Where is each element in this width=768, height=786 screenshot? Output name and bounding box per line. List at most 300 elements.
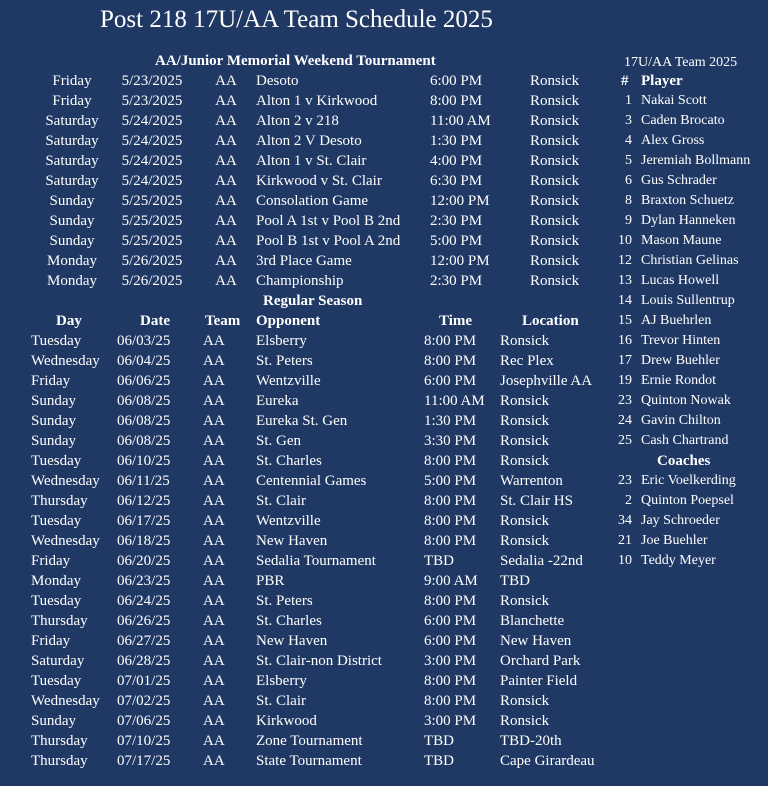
game-date: 06/11/25 [117,473,170,489]
tourn-opponent: 3rd Place Game [256,253,352,269]
coach-number: 10 [618,553,632,568]
tournament-row [0,113,610,133]
tournament-heading: AA/Junior Memorial Weekend Tournament [155,53,436,69]
tourn-opponent: Alton 1 v Kirkwood [256,93,378,109]
tournament-row [0,193,610,213]
tourn-date: 5/26/2025 [121,253,183,269]
game-team: AA [203,713,225,729]
game-row [0,473,610,493]
tourn-day: Friday [52,73,92,89]
game-date: 06/28/25 [117,653,171,669]
col-date-header: Date [140,313,170,329]
game-day: Friday [31,633,71,649]
col-time-header: Time [439,313,473,329]
game-row [0,593,610,613]
game-date: 06/24/25 [117,593,171,609]
coach-name: Joe Buehler [641,533,708,548]
player-row [608,93,768,113]
player-number: 14 [618,293,632,308]
coach-row [608,553,768,573]
game-team: AA [203,653,225,669]
game-day: Tuesday [31,593,82,609]
game-team: AA [203,553,225,569]
tourn-team: AA [215,133,237,149]
game-row [0,753,610,773]
game-time: 8:00 PM [424,333,477,349]
tourn-time: 2:30 PM [430,213,483,229]
tourn-opponent: Kirkwood v St. Clair [256,173,382,189]
game-time: 3:00 PM [424,713,477,729]
game-row [0,393,610,413]
game-row [0,493,610,513]
tourn-date: 5/24/2025 [121,133,183,149]
coach-name: Jay Schroeder [641,513,720,528]
game-location: Ronsick [500,533,550,549]
tourn-date: 5/26/2025 [121,273,183,289]
tourn-opponent: Alton 2 v 218 [256,113,339,129]
game-day: Sunday [31,713,76,729]
tourn-date: 5/25/2025 [121,193,183,209]
game-row [0,673,610,693]
tourn-opponent: Pool B 1st v Pool A 2nd [256,233,401,249]
tourn-date: 5/25/2025 [121,233,183,249]
game-opponent: Wentzville [256,513,321,529]
tourn-team: AA [215,73,237,89]
coach-number: 23 [618,473,632,488]
game-day: Tuesday [31,333,82,349]
player-row [608,333,768,353]
game-team: AA [203,433,225,449]
game-day: Sunday [31,413,76,429]
game-date: 06/17/25 [117,513,171,529]
player-name: Caden Brocato [641,113,725,128]
tourn-time: 12:00 PM [430,193,490,209]
tourn-opponent: Desoto [256,73,299,89]
game-opponent: St. Gen [256,433,301,449]
game-date: 06/23/25 [117,573,171,589]
game-location: Sedalia -22nd [500,553,583,569]
game-time: TBD [424,733,454,749]
game-location: Painter Field [500,673,578,689]
tourn-time: 2:30 PM [430,273,483,289]
game-row [0,413,610,433]
tournament-row [0,253,610,273]
game-time: 8:00 PM [424,493,477,509]
tournament-row [0,173,610,193]
game-opponent: St. Clair [256,493,307,509]
game-day: Thursday [31,493,88,509]
player-number: 9 [625,213,632,228]
tourn-date: 5/24/2025 [121,153,183,169]
col-day-header: Day [56,313,82,329]
coach-row [608,533,768,553]
player-number: 16 [618,333,632,348]
game-opponent: Elsberry [256,333,307,349]
tourn-date: 5/25/2025 [121,213,183,229]
game-location: Ronsick [500,333,550,349]
roster-header-row [608,73,768,93]
coach-name: Quinton Poepsel [641,493,734,508]
game-opponent: Kirkwood [256,713,317,729]
game-time: 3:00 PM [424,653,477,669]
player-name: Louis Sullentrup [641,293,735,308]
game-date: 06/20/25 [117,553,171,569]
game-team: AA [203,573,225,589]
game-location: Ronsick [500,693,550,709]
game-date: 07/02/25 [117,693,171,709]
game-time: 8:00 PM [424,533,477,549]
tourn-date: 5/23/2025 [121,73,183,89]
game-time: 8:00 PM [424,693,477,709]
game-row [0,513,610,533]
game-row [0,553,610,573]
player-number: 19 [618,373,632,388]
game-team: AA [203,453,225,469]
tourn-time: 8:00 PM [430,93,483,109]
tourn-day: Sunday [49,193,95,209]
coach-number: 34 [618,513,632,528]
game-team: AA [203,533,225,549]
player-name: Gavin Chilton [641,413,721,428]
tourn-location: Ronsick [530,93,580,109]
player-row [608,153,768,173]
game-time: 8:00 PM [424,673,477,689]
tourn-time: 6:00 PM [430,73,483,89]
game-row [0,633,610,653]
coach-row [608,513,768,533]
tourn-opponent: Championship [256,273,344,289]
game-location: Ronsick [500,453,550,469]
player-number: 3 [625,113,632,128]
game-team: AA [203,513,225,529]
player-number: 5 [625,153,632,168]
tourn-day: Saturday [45,173,99,189]
tourn-location: Ronsick [530,173,580,189]
game-date: 06/08/25 [117,433,171,449]
player-name: Christian Gelinas [641,253,739,268]
game-row [0,333,610,353]
tourn-team: AA [215,253,237,269]
game-day: Thursday [31,733,88,749]
game-opponent: PBR [256,573,285,589]
game-date: 07/10/25 [117,733,171,749]
player-number: 13 [618,273,632,288]
player-row [608,173,768,193]
game-opponent: Eureka St. Gen [256,413,348,429]
game-team: AA [203,753,225,769]
player-row [608,413,768,433]
player-number: 24 [618,413,632,428]
player-name: Quinton Nowak [641,393,731,408]
player-name: Nakai Scott [641,93,707,108]
tourn-location: Ronsick [530,233,580,249]
game-team: AA [203,733,225,749]
player-name: Gus Schrader [641,173,717,188]
tourn-team: AA [215,93,237,109]
game-date: 06/08/25 [117,413,171,429]
game-time: TBD [424,753,454,769]
col-opponent-header: Opponent [256,313,321,329]
player-name: Alex Gross [641,133,705,148]
game-team: AA [203,373,225,389]
game-time: 8:00 PM [424,453,477,469]
game-location: TBD [500,573,530,589]
player-row [608,133,768,153]
tourn-location: Ronsick [530,273,580,289]
game-row [0,693,610,713]
game-date: 07/01/25 [117,673,171,689]
tourn-location: Ronsick [530,193,580,209]
player-number: 12 [618,253,632,268]
game-time: 8:00 PM [424,513,477,529]
coach-row [608,493,768,513]
tourn-location: Ronsick [530,133,580,149]
tourn-date: 5/24/2025 [121,113,183,129]
game-location: Ronsick [500,433,550,449]
game-time: 1:30 PM [424,413,477,429]
game-day: Wednesday [31,693,100,709]
tournament-row [0,73,610,93]
game-day: Friday [31,373,71,389]
tourn-opponent: Alton 1 v St. Clair [256,153,367,169]
coach-row [608,473,768,493]
player-number: 15 [618,313,632,328]
game-opponent: St. Peters [256,593,313,609]
game-team: AA [203,473,225,489]
game-opponent: St. Clair-non District [256,653,382,669]
tourn-time: 6:30 PM [430,173,483,189]
game-date: 06/18/25 [117,533,171,549]
player-name: Lucas Howell [641,273,720,288]
player-row [608,433,768,453]
game-location: TBD-20th [500,733,562,749]
game-opponent: Wentzville [256,373,321,389]
player-row [608,113,768,133]
game-team: AA [203,673,225,689]
game-opponent: New Haven [256,533,328,549]
player-row [608,373,768,393]
tourn-day: Saturday [45,113,99,129]
player-name: Mason Maune [641,233,722,248]
coach-number: 2 [625,493,632,508]
tourn-date: 5/23/2025 [121,93,183,109]
player-row [608,313,768,333]
game-time: 11:00 AM [424,393,485,409]
game-day: Wednesday [31,473,100,489]
player-number: 4 [625,133,632,148]
roster-heading: 17U/AA Team 2025 [624,55,738,70]
game-date: 06/10/25 [117,453,171,469]
tournament-row [0,153,610,173]
tourn-team: AA [215,213,237,229]
roster-player-header: Player [641,73,683,89]
game-day: Thursday [31,753,88,769]
player-row [608,253,768,273]
game-team: AA [203,593,225,609]
game-location: Cape Girardeau [500,753,595,769]
game-team: AA [203,493,225,509]
player-row [608,273,768,293]
game-team: AA [203,613,225,629]
player-name: Trevor Hinten [641,333,721,348]
tourn-day: Monday [47,253,97,269]
game-date: 07/17/25 [117,753,171,769]
tourn-time: 12:00 PM [430,253,490,269]
game-location: Josephville AA [500,373,593,389]
tourn-location: Ronsick [530,73,580,89]
game-opponent: St. Peters [256,353,313,369]
game-opponent: Sedalia Tournament [256,553,376,569]
game-time: 3:30 PM [424,433,477,449]
coaches-heading: Coaches [657,453,711,469]
game-time: 8:00 PM [424,353,477,369]
tourn-time: 11:00 AM [430,113,491,129]
tournament-row [0,273,610,293]
player-name: AJ Buehrlen [641,313,712,328]
game-opponent: St. Charles [256,613,322,629]
game-location: Ronsick [500,713,550,729]
col-team-header: Team [205,313,241,329]
game-row [0,613,610,633]
game-opponent: Elsberry [256,673,307,689]
tourn-time: 5:00 PM [430,233,483,249]
game-location: Orchard Park [500,653,581,669]
game-team: AA [203,333,225,349]
game-opponent: State Tournament [256,753,362,769]
game-date: 06/08/25 [117,393,171,409]
game-date: 06/06/25 [117,373,171,389]
player-number: 1 [625,93,632,108]
player-number: 25 [618,433,632,448]
game-time: 6:00 PM [424,633,477,649]
tourn-day: Sunday [49,233,95,249]
game-date: 06/04/25 [117,353,171,369]
game-time: 6:00 PM [424,373,477,389]
player-name: Cash Chartrand [641,433,729,448]
game-row [0,573,610,593]
game-day: Friday [31,553,71,569]
game-location: Ronsick [500,513,550,529]
game-day: Monday [31,573,81,589]
game-location: Ronsick [500,593,550,609]
player-name: Ernie Rondot [641,373,717,388]
game-row [0,373,610,393]
tourn-team: AA [215,233,237,249]
tourn-team: AA [215,173,237,189]
regular-season-heading: Regular Season [263,293,363,309]
col-location-header: Location [522,313,579,329]
tourn-location: Ronsick [530,113,580,129]
tourn-location: Ronsick [530,153,580,169]
game-row [0,533,610,553]
tourn-team: AA [215,113,237,129]
player-row [608,393,768,413]
game-opponent: Zone Tournament [256,733,363,749]
roster-num-header: # [621,73,629,89]
coach-name: Teddy Meyer [641,553,716,568]
page-title: Post 218 17U/AA Team Schedule 2025 [100,6,493,33]
tournament-row [0,133,610,153]
game-day: Sunday [31,433,76,449]
tourn-team: AA [215,193,237,209]
game-team: AA [203,413,225,429]
game-location: St. Clair HS [500,493,573,509]
player-row [608,213,768,233]
game-date: 06/26/25 [117,613,171,629]
game-team: AA [203,633,225,649]
tourn-date: 5/24/2025 [121,173,183,189]
game-row [0,353,610,373]
player-number: 10 [618,233,632,248]
game-row [0,653,610,673]
game-date: 06/12/25 [117,493,171,509]
player-number: 23 [618,393,632,408]
game-row [0,713,610,733]
game-day: Tuesday [31,673,82,689]
game-date: 06/27/25 [117,633,171,649]
game-row [0,453,610,473]
player-name: Jeremiah Bollmann [641,153,751,168]
tournament-row [0,213,610,233]
tournament-row [0,233,610,253]
game-day: Wednesday [31,353,100,369]
player-name: Drew Buehler [641,353,720,368]
game-day: Sunday [31,393,76,409]
game-location: Rec Plex [500,353,554,369]
game-day: Tuesday [31,513,82,529]
tourn-day: Saturday [45,133,99,149]
tourn-time: 4:00 PM [430,153,483,169]
player-name: Braxton Schuetz [641,193,734,208]
game-location: New Haven [500,633,572,649]
game-day: Thursday [31,613,88,629]
game-opponent: St. Clair [256,693,307,709]
coach-name: Eric Voelkerding [641,473,736,488]
tourn-location: Ronsick [530,213,580,229]
player-number: 17 [618,353,632,368]
game-opponent: St. Charles [256,453,322,469]
game-day: Wednesday [31,533,100,549]
tourn-team: AA [215,153,237,169]
game-time: TBD [424,553,454,569]
game-row [0,433,610,453]
player-name: Dylan Hanneken [641,213,736,228]
game-time: 8:00 PM [424,593,477,609]
tourn-opponent: Alton 2 V Desoto [256,133,362,149]
tourn-team: AA [215,273,237,289]
game-date: 06/03/25 [117,333,171,349]
game-team: AA [203,353,225,369]
player-number: 6 [625,173,632,188]
tourn-day: Monday [47,273,97,289]
game-location: Ronsick [500,393,550,409]
tourn-day: Friday [52,93,92,109]
tourn-opponent: Pool A 1st v Pool B 2nd [256,213,401,229]
game-opponent: New Haven [256,633,328,649]
tourn-location: Ronsick [530,253,580,269]
game-opponent: Centennial Games [256,473,367,489]
player-row [608,293,768,313]
game-time: 9:00 AM [424,573,478,589]
game-time: 6:00 PM [424,613,477,629]
coach-number: 21 [618,533,632,548]
game-location: Blanchette [500,613,565,629]
game-date: 07/06/25 [117,713,171,729]
tourn-opponent: Consolation Game [256,193,369,209]
game-time: 5:00 PM [424,473,477,489]
game-team: AA [203,693,225,709]
game-day: Saturday [31,653,85,669]
